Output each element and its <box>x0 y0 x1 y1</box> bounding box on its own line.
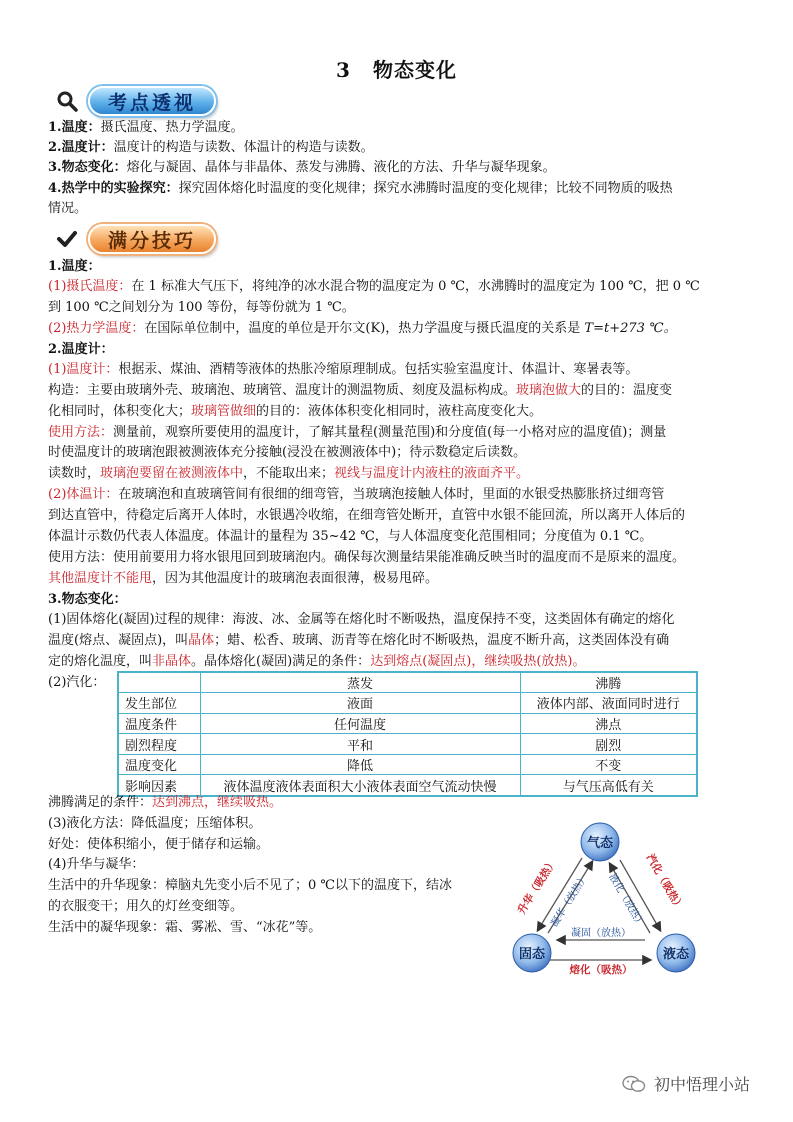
s2-line-3: 化相同时，体积变化大；玻璃管做细的目的：液体体积变化相同时，液柱高度变化大。 <box>48 404 543 419</box>
table-row <box>118 693 697 714</box>
banner-manfen-label: 满分技巧 <box>88 224 216 254</box>
table-cell: 剧烈 <box>520 734 697 755</box>
wechat-icon <box>622 1075 646 1093</box>
table-row <box>118 734 697 755</box>
search-icon <box>54 88 80 114</box>
table-header-row <box>118 672 697 693</box>
title-text: 物态变化 <box>372 58 457 82</box>
s2-line-5: 时使温度计的玻璃泡跟被测液体充分接触(浸没在被测液体中)；待示数稳定后读数。 <box>48 445 527 460</box>
table-row <box>118 713 697 734</box>
s2-line-8: 到达直管中，待稳定后离开人体时，水银遇冷收缩，在细弯管处断开，直管中水银不能回流，所以离开人体后的 <box>48 508 686 523</box>
s2-line-11: 其他温度计不能甩，因为其他温度计的玻璃泡表面很薄，极易甩碎。 <box>48 571 439 586</box>
table-cell: 与气压高低有关 <box>520 775 697 796</box>
s3-line-1: (1)固体熔化(凝固)过程的规律：海波、冰、金属等在熔化时不断吸热，温度保持不变，这类固体有确定的熔化 <box>48 612 675 627</box>
s3-heading: 3.物态变化： <box>48 592 127 607</box>
table-cell: 任何温度 <box>200 713 520 734</box>
s2-line-6: 读数时，玻璃泡要留在被测液体中，不能取出来；视线与温度计内液柱的液面齐平。 <box>48 466 530 481</box>
s3-line-5: (3)液化方法：降低温度；压缩体积。 <box>48 816 262 831</box>
vaporization-diagram-label: 汽化（吸热） <box>643 852 686 913</box>
s3-line-8: 生活中的升华现象：樟脑丸先变小后不见了；0 ℃以下的温度下，结冰 <box>48 878 452 893</box>
banner-kaodian-label: 考点透视 <box>88 86 216 116</box>
title-number: 3 <box>336 58 351 82</box>
s3-line-4: 沸腾满足的条件：达到沸点，继续吸热。 <box>48 795 283 810</box>
s2-line-9: 体温计示数仍代表人体温度。体温计的量程为 35~42 ℃，与人体温度变化范围相同；分度值为 0.1 ℃。 <box>48 529 653 544</box>
table-cell: 沸点 <box>520 713 697 734</box>
liquid-node <box>657 934 695 972</box>
table-cell: 温度变化 <box>118 754 200 775</box>
table-cell: 温度条件 <box>118 713 200 734</box>
watermark-logo <box>622 1072 750 1095</box>
deposition-label: 凝华（放热） <box>549 872 591 930</box>
liquefaction-label: 液化（放热） <box>606 872 646 930</box>
kd-line-5: 情况。 <box>48 201 88 216</box>
banner-kaodian <box>54 84 216 118</box>
sublimation-label: 升华（吸热） <box>515 856 560 917</box>
state-change-diagram <box>500 820 710 980</box>
s2-line-2: 构造：主要由玻璃外壳、玻璃泡、玻璃管、温度计的测温物质、刻度及温标构成。玻璃泡做大的目的：温度变 <box>48 383 673 398</box>
svg-text:液态: 液态 <box>662 947 690 962</box>
table-cell: 液面 <box>200 693 520 714</box>
s1-line-1: (1)摄氏温度：在 1 标准大气压下，将纯净的冰水混合物的温度定为 0 ℃，水沸腾时的温度定为 100 ℃，把 0 ℃ <box>48 279 700 294</box>
table-cell: 影响因素 <box>118 775 200 796</box>
page-title <box>0 54 793 83</box>
s3-line-3: 定的熔化温度，叫非晶体。晶体熔化(凝固)满足的条件：达到熔点(凝固点)，继续吸热(放热)。 <box>48 654 586 669</box>
s3-line-9: 的衣服变干；用久的灯丝变细等。 <box>48 899 244 914</box>
table-cell <box>118 672 200 693</box>
svg-text:固态: 固态 <box>518 947 546 962</box>
watermark-text: 初中悟理小站 <box>654 1075 751 1094</box>
kd-line-1: 1.温度：摄氏温度、热力学温度。 <box>48 120 244 135</box>
vaporization-label: (2)汽化： <box>48 675 106 690</box>
s3-line-2: 温度(熔点、凝固点)，叫晶体；蜡、松香、玻璃、沥青等在熔化时不断吸热，温度不断升高，这类固体没有确 <box>48 633 670 648</box>
s3-line-10: 生活中的凝华现象：霜、雾凇、雪、“冰花”等。 <box>48 920 322 935</box>
kd-line-2: 2.温度计：温度计的构造与读数、体温计的构造与读数。 <box>48 140 374 155</box>
gas-node <box>581 823 619 861</box>
melting-label: 熔化（吸热） <box>569 964 633 976</box>
table-cell: 剧烈程度 <box>118 734 200 755</box>
kd-line-4: 4.热学中的实验探究：探究固体熔化时温度的变化规律；探究水沸腾时温度的变化规律；比较不同物质的吸热 <box>48 181 673 196</box>
table-cell: 液体内部、液面同时进行 <box>520 693 697 714</box>
table-cell: 沸腾 <box>520 672 697 693</box>
table-cell: 液体温度液体表面积大小液体表面空气流动快慢 <box>200 775 520 796</box>
s2-heading: 2.温度计： <box>48 342 114 357</box>
table-cell: 发生部位 <box>118 693 200 714</box>
s2-line-4: 使用方法：测量前，观察所要使用的温度计，了解其量程(测量范围)和分度值(每一小格对应的温度值)；测量 <box>48 425 667 440</box>
s2-line-10: 使用方法：使用前要用力将水银甩回到玻璃泡内。确保每次测量结果能准确反映当时的温度而不是原来的温度。 <box>48 550 686 565</box>
s1-line-3: (2)热力学温度：在国际单位制中，温度的单位是开尔文(K)，热力学温度与摄氏温度的关系是 T=t+273 ℃。 <box>48 321 677 336</box>
check-icon <box>54 226 80 252</box>
vaporization-table <box>117 671 698 797</box>
table-cell: 降低 <box>200 754 520 775</box>
table-cell: 平和 <box>200 734 520 755</box>
table-cell: 蒸发 <box>200 672 520 693</box>
s3-line-7: (4)升华与凝华： <box>48 857 145 872</box>
kd-line-3: 3.物态变化：熔化与凝固、晶体与非晶体、蒸发与沸腾、液化的方法、升华与凝华现象。 <box>48 160 556 175</box>
solidification-label: 凝固（放热） <box>571 928 631 939</box>
table-row <box>118 754 697 775</box>
s3-line-6: 好处：使体积缩小，便于储存和运输。 <box>48 837 270 852</box>
s2-line-1: (1)温度计：根据汞、煤油、酒精等液体的热胀冷缩原理制成。包括实验室温度计、体温计、寒暑表等。 <box>48 362 639 377</box>
banner-manfen <box>54 222 216 256</box>
table-cell: 不变 <box>520 754 697 775</box>
solid-node <box>513 934 551 972</box>
s1-heading: 1.温度： <box>48 259 101 274</box>
s2-line-7: (2)体温计：在玻璃泡和直玻璃管间有很细的细弯管，当玻璃泡接触人体时，里面的水银受热膨胀挤过细弯管 <box>48 487 665 502</box>
svg-text:气态: 气态 <box>586 836 614 851</box>
s1-line-2: 到 100 ℃之间划分为 100 等份，每等份就为 1 ℃。 <box>48 300 355 315</box>
